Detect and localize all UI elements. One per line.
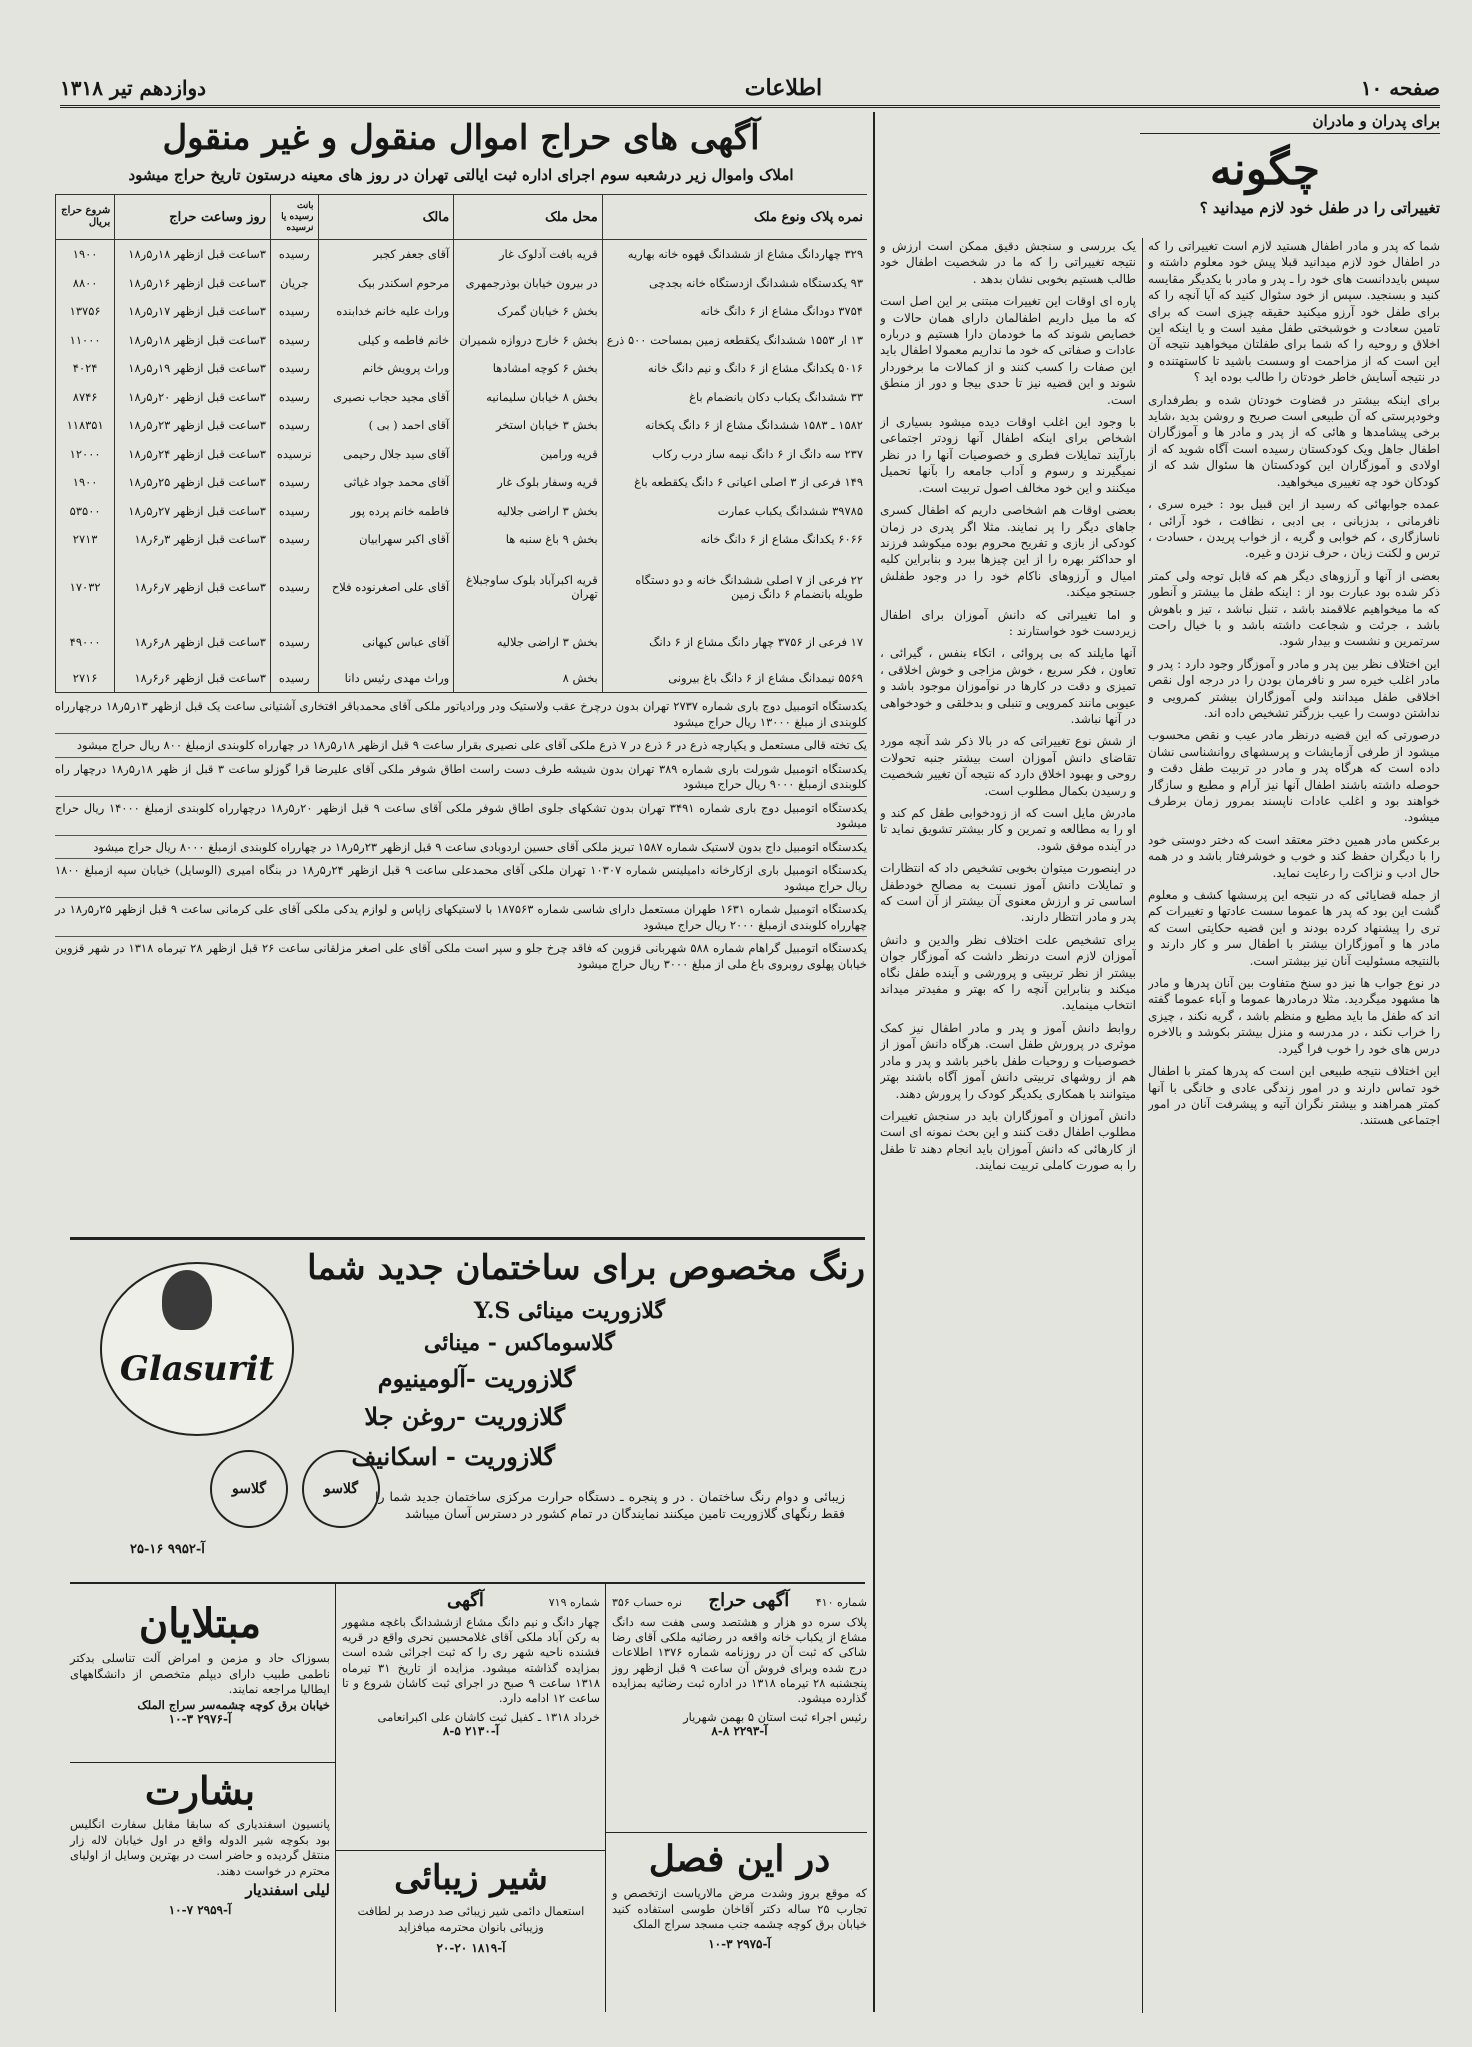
table-cell: ۳ساعت قبل ازظهر ۱۹ر۵ر۱۸ [115, 354, 271, 383]
table-cell: ۳ساعت قبل ازظهر ۲۵ر۵ر۱۸ [115, 468, 271, 497]
dar-in-fasl-title: در این فصل [648, 1838, 831, 1880]
table-cell: ۳ساعت قبل ازظهر ۸ر۶ر۱۸ [115, 620, 271, 664]
table-cell: قریه بافت آدلوک غار [454, 240, 603, 269]
article-paragraph: شما که پدر و مادر اطفال هستید لازم است تغییراتی را که در اطفال خود لازم میدانید قبلا پیش خود معلوم داشته و سپس بایددانست های خود را ـ پدر و مادر با یکدیگر مقایسه کنید و بسنجید. سپس از خود سئوال کنید که آیا آنچه را که برای طفل خود آرزو میکنید حقیقه چیزی است که برای تامین سعادت و خوشبختی طفل مفید است و یا اینکه این اخلاق و روحیه را که شما برای طفلتان میخواهید نتیجه آن این است که از مزاحمت او وسست باشید تا کاستهتنده و در نتیجه آسایش خاطر خودتان را طالب بوده اید ؟ [1148, 239, 1440, 385]
ad-divider [70, 1762, 335, 1763]
table-cell: ۳ساعت قبل ازظهر ۳ر۶ر۱۸ [115, 525, 271, 554]
article-paragraph: برای اینکه بیشتر در قضاوت خودتان شده و بطرفداری وخودپرستی که آن طبیعی است صریح و روشن بدید ،شاید برخی پیشامدها و هائی که از پدر و مادر ها و آموزگاران اطفال جاهل ویک کودکستان رسیده است آگاه شوید که از اولادی و آموزگاران این کودکستان ها سئوال شد که از کودکان خود چه تغییری میخواهید. [1148, 392, 1440, 489]
article-paragraph: دانش آموزان و آموزگاران باید در سنجش تغییرات مطلوب اطفال دقت کنند و این بحث نمونه ای است از کارهائی که دانش آموزان باید انجام دهند تا طفل را به صورت کاملی تربیت نمایند. [880, 1108, 1136, 1173]
table-row [56, 554, 868, 620]
article-paragraph: بعضی اوقات هم اشخاصی داریم که اطفال کسری جاهای دیگر را پر نمایند. مثلا اگر پدری در زمان کودکی از بازی و تفریح محروم بوده میکوشد فرزند او حداکثر بهره را از این چیزها ببرد و بنابراین کلیه امیال و آرزوهای ناکام خود را در وجود طفلش جستجو میکند. [880, 503, 1136, 600]
table-cell: بخش ۸ [454, 664, 603, 693]
ad-divider [605, 1584, 606, 2012]
page-header [60, 70, 1440, 108]
glassurit-product: گلازوریت مینائی Y.S [473, 1298, 665, 1324]
table-row [56, 383, 868, 412]
table-cell: نرسیده [270, 440, 318, 469]
table-cell: ۳ساعت قبل ازظهر ۱۸ر۵ر۱۸ [115, 240, 271, 269]
article-paragraph: این اختلاف نظر بین پدر و مادر و آموزگار وجود دارد : پدر و مادر اغلب خیره سر و نافرمان بودن را در درجه اول نقص اخلاقی طفل میدانند ولی آموزگاران بیشتر کمرویی و نداشتن دوست را عیب بزرگتر تشخیص داده اند. [1148, 656, 1440, 720]
table-cell: بخش ۶ خارج دروازه شمیران [454, 326, 603, 355]
table-cell: وراث علیه خانم خدابنده [318, 297, 454, 326]
notice-ad [342, 1590, 600, 1848]
notice-date: خرداد ۱۳۱۸ ـ کفیل ثبت کاشان علی اکبرانعامی [377, 1710, 600, 1725]
table-cell: ۱۹۰۰ [56, 240, 115, 269]
table-cell: آقای سید جلال رحیمی [318, 440, 454, 469]
table-row [56, 297, 868, 326]
small-auction-body: پلاک سره دو هزار و هشتصد وسی هفت سه دانگ مشاع از یکباب خانه واقعه در رضائیه ملکی آقای رضا شاکی که ثبت آن در روزنامه شماره ۱۳۷۶ اطلاعات درج شده وبرای فروش آن ساعت ۹ قبل ازظهر روز پنجشنبه ۲۸ تیرماه ۱۳۱۸ در اداره ثبت رضائیه بمزایده گذارده میشود. [612, 1615, 868, 1706]
article-paragraph: از جمله قضایائی که در نتیجه این پرسشها کشف و معلوم گشت این بود که پدر ها عموما سست عادتها و تغییرات کم تری را پیشنهاد کرده بودند و این قضیه حکایتی است که مادر ها و آموزگاران بیشتر با اطفال سر و کار دارند و بالنتیجه مسئولیت آنان نیز بیشتر است. [1148, 888, 1440, 968]
table-row [56, 497, 868, 526]
table-cell: بخش ۳ اراضی جلالیه [454, 620, 603, 664]
table-cell: ۳ساعت قبل ازظهر ۱۷ر۵ر۱۸ [115, 297, 271, 326]
table-cell: آقای احمد ( بی ) [318, 411, 454, 440]
table-cell: آقای عباس کیهانی [318, 620, 454, 664]
besharat-code: آ-۲۹۵۹ ۷-۱۰ [168, 1903, 232, 1917]
table-cell: ۲۲ فرعی از ۷ اصلی ششدانگ خانه و دو دستگاه طویله بانضمام ۶ دانگ زمین [602, 554, 867, 620]
article-paragraph: در نوع جواب ها نیز دو سنخ متفاوت بین آنان پدرها و مادر ها مشهود میگردید. مثلا درمادرها عموما و آباء عموما گفته اند که طفل ما باید مطیع و منظم باشد ، گریه نکند ، چیزی را خراب نکند ، در مدرسه و منزل بیشتر بکوشد و بالاخره درس های خود را خوب فرا گیرد. [1148, 976, 1440, 1056]
table-cell: فاطمه خانم پرده پور [318, 497, 454, 526]
small-auction-footer: رئیس اجراء ثبت استان ۵ بهمن شهریار [683, 1710, 867, 1725]
article-paragraph: با وجود این اغلب اوقات دیده میشود بسیاری از اشخاص برای اینکه اطفال آنها زودتر اجتماعی بارآیند تمایلات فطری و خصوصیات آنها را در نظر نمیگیرند و رسوم و آداب جامعه را بآنها تحمیل میکنند و این خود مخالف اصول تربیت است. [880, 415, 1136, 495]
article-paragraph: یک بررسی و سنجش دقیق ممکن است ارزش و نتیجه تغییراتی را که ما در شخصیت اطفال خود طالب هستیم بخوبی نشان بدهد . [880, 239, 1136, 286]
auction-item: یکدستگاه اتومبیل شماره ۱۶۳۱ طهران مستعمل دارای شاسی شماره ۱۸۷۵۶۳ با لاستیکهای زاپاس و لوازم یدکی ملکی آقای علی کرمانی ساعت ۹ قبل ازظهر ۲۵ر۵ر۱۸ در چهارراه کلوبندی ازمبلغ ۲۰۰۰ ریال حراج میشود [55, 902, 867, 937]
parrot-badge-label: گلاسو [324, 1481, 358, 1497]
table-row [56, 525, 868, 554]
table-cell: ۱۹۰۰ [56, 468, 115, 497]
glassurit-logo [100, 1262, 294, 1436]
table-cell: در بیرون خیابان بوذرجمهری [454, 269, 603, 298]
table-cell: آقای علی اصغرنوده فلاح [318, 554, 454, 620]
glassurit-headline: رنگ مخصوص برای ساختمان جدید شما [307, 1248, 865, 1288]
glassurit-ad [70, 1242, 865, 1580]
article-paragraph: بعضی از آنها و آرزوهای دیگر هم که قابل توجه ولی کمتر ذکر شده بود عبارت بود از : اینکه طفل ما بیشتر و آنطور که ما میخواهیم علاقمند باشد ، تنبل نباشد ، تیز و باهوش باشد ، جرئت و شجاعت داشته باشد و با خیال راحت سرتمرین و نشست و بیدار شود. [1148, 568, 1440, 649]
ad-divider [335, 1850, 605, 1851]
table-cell: بخش ۹ باغ سنبه ها [454, 525, 603, 554]
notice-title: آگهی [446, 1590, 484, 1611]
table-row [56, 326, 868, 355]
mobtalayan-code: آ-۲۹۷۶ ۳-۱۰ [168, 1711, 232, 1726]
table-cell: رسیده [270, 554, 318, 620]
table-cell: ۱۱۸۳۵۱ [56, 411, 115, 440]
column-divider [1142, 238, 1143, 2013]
table-cell: قریه ورامین [454, 440, 603, 469]
table-cell: رسیده [270, 411, 318, 440]
column-header: شروع حراج بریال [56, 195, 115, 240]
column-header: بانت رسیده یا نرسیده [270, 195, 318, 240]
article-title: چگونه [1209, 144, 1320, 195]
column-header: نمره پلاک ونوع ملک [602, 195, 867, 240]
auction-table [55, 194, 867, 693]
table-cell: ۳۳ ششدانگ یکباب دکان بانضمام باغ [602, 383, 867, 412]
table-cell: آقای جعفر کجبر [318, 240, 454, 269]
parrot-badge-label: گلاسو [232, 1481, 266, 1497]
table-row [56, 664, 868, 693]
auction-section [55, 112, 867, 1237]
table-cell: رسیده [270, 383, 318, 412]
auction-vehicle-list [55, 699, 867, 972]
small-auction-ad [612, 1590, 867, 1830]
column-header: مالک [318, 195, 454, 240]
table-row [56, 411, 868, 440]
parrot-icon [162, 1270, 212, 1330]
ad-divider [605, 1832, 867, 1833]
table-cell: بخش ۶ کوچه امشادها [454, 354, 603, 383]
table-cell: رسیده [270, 240, 318, 269]
table-cell: ۱۴۹ فرعی از ۳ اصلی اعیانی ۶ دانگ یکقطعه باغ [602, 468, 867, 497]
article-kicker: برای پدران و مادران [1140, 112, 1440, 134]
article-paragraph: در اینصورت میتوان بخوبی تشخیص داد که انتظارات و تمایلات دانش آموز نسبت به مصالح خودطفل اساسی تر و ارزش معنوی آن بیشتر از آن است که پدر و مادر انتظار دارند. [880, 861, 1136, 925]
table-cell: قریه وسفار بلوک غار [454, 468, 603, 497]
article-paragraph: پاره ای اوقات این تغییرات مبتنی بر این اصل است که ما میل داریم اطفالمان دارای همان حالات و خصایص شوند که ما خودمان دارا هستیم و درباره عادات و صفاتی که خود ما نداریم معمولا اطفال باید این صفات را کسب کنند و از کمالات ما برخوردار شوند و این قضیه نیز تا حدی بیجا و دور از منطق است. [880, 294, 1136, 407]
article-paragraph: این اختلاف نتیجه طبیعی این است که پدرها کمتر با اطفال خود تماس دارند و در امور زندگی عادی و خانگی با آنها کمتر همراهند و بیشتر نگران آتیه و پیشرفت آنان در امور اجتماعی هستند. [1148, 1064, 1440, 1128]
auction-item: یکدستگاه اتومبیل دوج باری شماره ۳۴۹۱ تهران بدون تشکهای جلوی اطاق شوفر ملکی آقای ساعت ۹ قبل ازظهر ۲۰ر۵ر۱۸ درچهارراه کلوبندی ازمبلغ ۱۴۰۰۰ ریال حراج میشود [55, 801, 867, 836]
table-cell: ۳ساعت قبل ازظهر ۲۳ر۵ر۱۸ [115, 411, 271, 440]
small-auction-ref: نره حساب ۳۵۶ [612, 1596, 682, 1609]
table-cell: رسیده [270, 297, 318, 326]
notice-number: شماره ۷۱۹ [548, 1596, 600, 1609]
glassurit-product: گلازوریت - اسکانیف [351, 1442, 555, 1471]
article-paragraph: روابط دانش آموز و پدر و مادر اطفال نیز کمک موثری در پرورش طفل است. هرگاه دانش آموز از خصوصیات و روحیات طفل باخبر باشد و پدر و مادر هم از روشهای تربیتی دانش آموز آگاه باشند بهتر میتوانند با همکاری یکدیگر کودک را پرورش دهند. [880, 1020, 1136, 1101]
article-paragraph: و اما تغییراتی که دانش آموزان برای اطفال زیردست خود خواستارند : [880, 607, 1136, 638]
dar-in-fasl-code: آ-۲۹۷۵ ۳-۱۰ [708, 1936, 771, 1951]
table-cell: ۳ساعت قبل ازظهر ۲۴ر۵ر۱۸ [115, 440, 271, 469]
table-cell: ۹۳ یکدستگاه ششدانگ ازدستگاه خانه بجدچی [602, 269, 867, 298]
table-cell: بخش ۳ خیابان استخر [454, 411, 603, 440]
table-cell: قریه اکبرآباد بلوک ساوجبلاغ تهران [454, 554, 603, 620]
table-cell: ۱۷ فرعی از ۳۷۵۶ چهار دانگ مشاع از ۶ دانگ [602, 620, 867, 664]
auction-item: یکدستگاه اتومبیل شورلت باری شماره ۳۸۹ تهران بدون شیشه طرف دست راست اطاق شوفر ملکی آقای علیرضا قرا گوزلو ساعت ۳ قبل از ظهر ۱۸ر۵ر۱۸ درچهار راه کلوبندی ازمبلغ ۹۰۰۰ ریال حراج میشود [55, 762, 867, 797]
table-cell: بخش ۳ اراضی جلالیه [454, 497, 603, 526]
table-cell: ۱۳۷۵۶ [56, 297, 115, 326]
glassurit-product: گلاسوماکس - مینائی [423, 1330, 615, 1356]
table-cell: ۳ساعت قبل ازظهر ۲۷ر۵ر۱۸ [115, 497, 271, 526]
article-paragraph: از شش نوع تغییراتی که در بالا ذکر شد آنچه مورد تقاضای دانش آموزان است بیشتر جنبه تحولات روحی و بهبود اخلاق دارد که نتیجه آن تغییر شخصیت و رسیدن بکمال مطلوب است. [880, 734, 1136, 798]
small-auction-code: آ-۲۲۹۳ ۸-۸ [711, 1724, 768, 1739]
auction-item: یکدستگاه اتومبیل گراهام شماره ۵۸۸ شهربانی قزوین که فاقد چرخ جلو و سپر است ملکی آقای علی اصغر مزلقانی ساعت ۲۶ قبل ازظهر ۲۸ تیرماه ۱۳۱۸ در شهر قزوین خیابان پهلوی روبروی باغ ملی از مبلغ ۳۰۰۰ ریال حراج میشود [55, 941, 867, 971]
table-cell: رسیده [270, 664, 318, 693]
auction-title: آگهی های حراج اموال منقول و غیر منقول [162, 118, 760, 158]
dar-in-fasl-ad [612, 1838, 867, 2008]
table-cell: مرحوم اسکندر بیک [318, 269, 454, 298]
table-cell: ۱۱۰۰۰ [56, 326, 115, 355]
glassurit-body: زیبائی و دوام رنگ ساختمان . در و پنجره ـ دستگاه حرارت مرکزی ساختمان جدید شما را فقط رنگهای گلازوریت تامین میکنند نمایندگان در تمام کشور در دسترس آسان میباشد [375, 1489, 845, 1521]
table-cell: ۸۸۰۰ [56, 269, 115, 298]
small-auction-title: آگهی حراج [708, 1590, 790, 1611]
glassurit-ref: آ-۹۹۵۲ ۱۶-۲۵ [130, 1542, 205, 1557]
table-cell: ۱۲۰۰۰ [56, 440, 115, 469]
mobtalayan-title: مبتلایان [138, 1600, 262, 1647]
mobtalayan-body: بسوزاک حاد و مزمن و امراض آلت تناسلی بدکتر ناطمی طبیب دارای دیپلم متخصص از دانشگاههای ایطالیا مراجعه نمایند. [70, 1651, 330, 1696]
section-divider [70, 1582, 865, 1584]
glassurit-product: گلازوریت -آلومینیوم [377, 1364, 575, 1393]
small-auction-number: شماره ۴۱۰ [815, 1596, 867, 1609]
glassurit-brand: Glasurit [119, 1349, 275, 1389]
article-paragraph: مادرش مایل است که از زودخوابی طفل کم کند و او را به مطالعه و تمرین و کار بیشتر تشویق نماید تا در آینده موفق شود. [880, 806, 1136, 853]
besharat-title: بشارت [144, 1768, 256, 1813]
glassurit-product: گلازوریت -روغن جلا [364, 1402, 565, 1431]
table-cell: ۸۷۴۶ [56, 383, 115, 412]
shir-zibaei-ad [342, 1858, 600, 2008]
notice-body: چهار دانگ و نیم دانگ مشاع ازششدانگ باغچه مشهور به رکن آباد ملکی آقای غلامحسین نحری واقع در قریه فشنده ناحیه شهر ری را که ثبت اجرائی شده است بمزایده گذاشته میشود. مزایده از تاریخ ۳۱ تیرماه ۱۳۱۸ ساعت ۹ صبح در اجرای ثبت کاشان شروع و تا ساعت ۱۲ ادامه دارد. [342, 1615, 601, 1706]
mobtalayan-ad [70, 1600, 330, 1760]
parrot-badge-right [302, 1450, 380, 1528]
table-cell: ۵۰۱۶ یکدانگ مشاع از ۶ دانگ و نیم دانگ خانه [602, 354, 867, 383]
ad-divider [335, 1584, 336, 2012]
table-row [56, 468, 868, 497]
table-cell: ۱۷۰۳۲ [56, 554, 115, 620]
table-cell: ۲۷۱۳ [56, 525, 115, 554]
table-cell: آقای مجید حجاب نصیری [318, 383, 454, 412]
table-cell: بخش ۶ خیابان گمرک [454, 297, 603, 326]
shir-zibaei-title: شیر زیبائی [394, 1858, 548, 1898]
column-header: روز وساعت حراج [115, 195, 271, 240]
table-cell: ۳ساعت قبل ازظهر ۲۰ر۵ر۱۸ [115, 383, 271, 412]
table-cell: بخش ۸ خیابان سلیمانیه [454, 383, 603, 412]
besharat-body: پانسیون اسفندیاری که سابقا مقابل سفارت انگلیس بود بکوچه شیر الدوله واقع در اول خیابان لاله زار منتقل گردیده و حاضر است در بهترین وسایل از اولیای محترم در خواست دهند. [70, 1817, 330, 1878]
table-cell: ۱۵۸۲ ـ ۱۵۸۳ ششدانگ مشاع از ۶ دانگ پکخانه [602, 411, 867, 440]
auction-item: یکدستگاه اتومبیل داج بدون لاستیک شماره ۱۵۸۷ تبریز ملکی آقای حسین اردوبادی ساعت ۹ قبل ازظهر ۲۳ر۵ر۱۸ در چهارراه کلوبندی ازمبلغ ۸۰۰۰ ریال حراج میشود [55, 840, 867, 860]
table-row [56, 440, 868, 469]
column-header: محل ملک [454, 195, 603, 240]
section-divider [70, 1237, 865, 1240]
page-number: صفحه ۱۰ [1360, 75, 1440, 100]
article-subtitle: تغییراتی را در طفل خود لازم میدانید ؟ [1199, 199, 1440, 217]
table-cell: ۳ساعت قبل ازظهر ۶ر۶ر۱۸ [115, 664, 271, 693]
table-cell: ۴۹۰۰۰ [56, 620, 115, 664]
table-cell: ۳ساعت قبل ازظهر ۱۶ر۵ر۱۸ [115, 269, 271, 298]
auction-item: یکدستگاه اتومبیل باری ازکارخانه دامیلینس شماره ۱۰۳۰۷ تهران ملکی آقای محمدعلی ساعت ۹ قبل ازظهر ۲۴ر۵ر۱۸ در بنگاه امیری (الوسایل) خیابان سپه ازمبلغ ۱۸۰۰ ریال حراج میشود [55, 863, 867, 898]
table-cell: ۲۳۷ سه دانگ از ۶ دانگ نیمه ساز درب رکاب [602, 440, 867, 469]
table-cell: ۶۰۶۶ یکدانگ مشاع از ۶ دانگ خانه [602, 525, 867, 554]
article-paragraph: برای تشخیص علت اختلاف نظر والدین و دانش آموزان لازم است درنظر داشت که آموزگار جوان بیشتر از نظر تربیتی و پرورشی و آینده طفل نگاه میکند و بنابراین آنچه را که بهتر و مفیدتر میداند انتخاب مینماید. [880, 932, 1136, 1013]
besharat-signature: لیلی اسفندیار [245, 1881, 330, 1899]
table-cell: رسیده [270, 326, 318, 355]
table-cell: رسیده [270, 354, 318, 383]
parrot-badge-left [210, 1450, 288, 1528]
article-paragraph: عمده جوابهائی که رسید از این قبیل بود : خیره سری ، نافرمانی ، بدزبانی ، بی ادبی ، نظافت ، خود آرائی ، ناسازگاری ، کم خوابی و گریه ، از خواب پریدن ، حسادت ، ترس و لکنت زبان ، حرف نزدن و غیره. [1148, 497, 1440, 561]
table-cell: جریان [270, 269, 318, 298]
table-cell: آقای اکبر سهرابیان [318, 525, 454, 554]
table-cell: ۱۳ ار ۱۵۵۳ ششدانگ یکقطعه زمین بمساحت ۵۰۰ ذرع [602, 326, 867, 355]
table-cell: وراث پرویش خانم [318, 354, 454, 383]
table-row [56, 620, 868, 664]
table-row [56, 354, 868, 383]
article-paragraph: درصورتی که این قضیه درنظر مادر عیب و نقص محسوب میشود از طرفی آزمایشات و پرسشهای روانشناسی نشان داده است که هرگاه پدر و مادر در تربیت طفل دقت و حوصله داشته باشند اطفال آنها نیز آرام و مطیع و سازگار خواهند بود و اغلب عادات ناپسند بمرور زمان برطرف میشود. [1148, 728, 1440, 825]
table-cell: ۵۵۶۹ نیمدانگ مشاع از ۶ دانگ باغ بیرونی [602, 664, 867, 693]
table-cell: ۴۰۲۴ [56, 354, 115, 383]
table-cell: وراث مهدی رئیس دانا [318, 664, 454, 693]
shir-zibaei-body: استعمال دائمی شیر زیبائی صد درصد بر لطافت وزیبائی بانوان محترمه میافزاید [357, 1904, 585, 1934]
table-cell: رسیده [270, 497, 318, 526]
table-cell: ۳۹۷۸۵ ششدانگ یکباب عمارت [602, 497, 867, 526]
mobtalayan-address: خیابان برق کوچه چشمه‌سر سراج الملک [137, 1697, 330, 1712]
table-cell: آقای محمد جواد غیاثی [318, 468, 454, 497]
article-body-col2 [880, 238, 1136, 2013]
newspaper-name: اطلاعات [744, 74, 823, 101]
auction-item: یکدستگاه اتومبیل دوج باری شماره ۲۷۳۷ تهران بدون درچرخ عقب ولاستیک ودر ورادیاتور ملکی آقای محمدباقر افتخاری آشتیانی ساعت یک قبل ازظهر ۱۳ر۵ر۱۸ درچهارراه کلوبندی از مبلغ ۱۳۰۰۰ ریال حراج میشود [55, 699, 867, 734]
table-cell: رسیده [270, 620, 318, 664]
table-cell: ۳ساعت قبل ازظهر ۷ر۶ر۱۸ [115, 554, 271, 620]
table-cell: رسیده [270, 468, 318, 497]
besharat-ad [70, 1768, 330, 2008]
table-cell: ۳ساعت قبل ازظهر ۱۸ر۵ر۱۸ [115, 326, 271, 355]
table-cell: رسیده [270, 525, 318, 554]
dar-in-fasl-body: که موقع بروز وشدت مرض مالاریاست ازتخصص و تجارب ۲۵ ساله دکتر آقاخان طوسی استفاده کنید خیابان برق کوچه چشمه جنب مسجد سراج الملک [612, 1886, 867, 1931]
table-row [56, 240, 868, 269]
auction-item: یک تخته قالی مستعمل و یکپارچه ذرع در ۶ ذرع در ۷ ذرع ملکی آقای علی نصیری بقرار ساعت ۹ قبل ازظهر ۱۸ر۵ر۱۸ در چهارراه کلوبندی ازمبلغ ۸۰۰ ریال حراج میشود [55, 738, 867, 758]
main-column-divider [873, 112, 875, 2012]
table-cell: ۵۳۵۰۰ [56, 497, 115, 526]
article-paragraph: آنها مایلند که بی پروائی ، اتکاء بنفس ، گیرائی ، تعاون ، فکر سریع ، خوش مزاجی و خوش اخلاقی ، تمیزی و دقت در کارها در نوآموزان موجود باشد و عیوبی مانند کمرویی و تنبلی و بدخلقی و خودخواهی در آنها نباشد. [880, 646, 1136, 726]
auction-intro: املاک واموال زیر درشعبه سوم اجرای اداره ثبت ایالتی تهران در روز های معینه درستون تاریخ حراج میشود [128, 166, 794, 184]
table-cell: خانم فاطمه و کیلی [318, 326, 454, 355]
table-cell: ۲۷۱۶ [56, 664, 115, 693]
shir-zibaei-code: آ-۱۸۱۹ ۲۰-۲۰ [436, 1941, 506, 1955]
table-cell: ۳۷۵۴ دودانگ مشاع از ۶ دانگ خانه [602, 297, 867, 326]
article-paragraph: برعکس مادر همین دختر معتقد است که دختر دوستی خود را با دیگران حفظ کند و خوب و خوشرفتار باشد و در همه حال ادب و نزاکت را رعایت نماید. [1148, 832, 1440, 880]
notice-code: آ-۲۱۳۰ ۵-۸ [442, 1724, 500, 1739]
table-row [56, 269, 868, 298]
issue-date: دوازدهم تیر ۱۳۱۸ [60, 75, 207, 100]
table-header-row [56, 195, 868, 240]
table-cell: ۳۲۹ چهاردانگ مشاع از ششدانگ قهوه خانه بهاریه [602, 240, 867, 269]
article-body-col1 [1148, 238, 1440, 2013]
